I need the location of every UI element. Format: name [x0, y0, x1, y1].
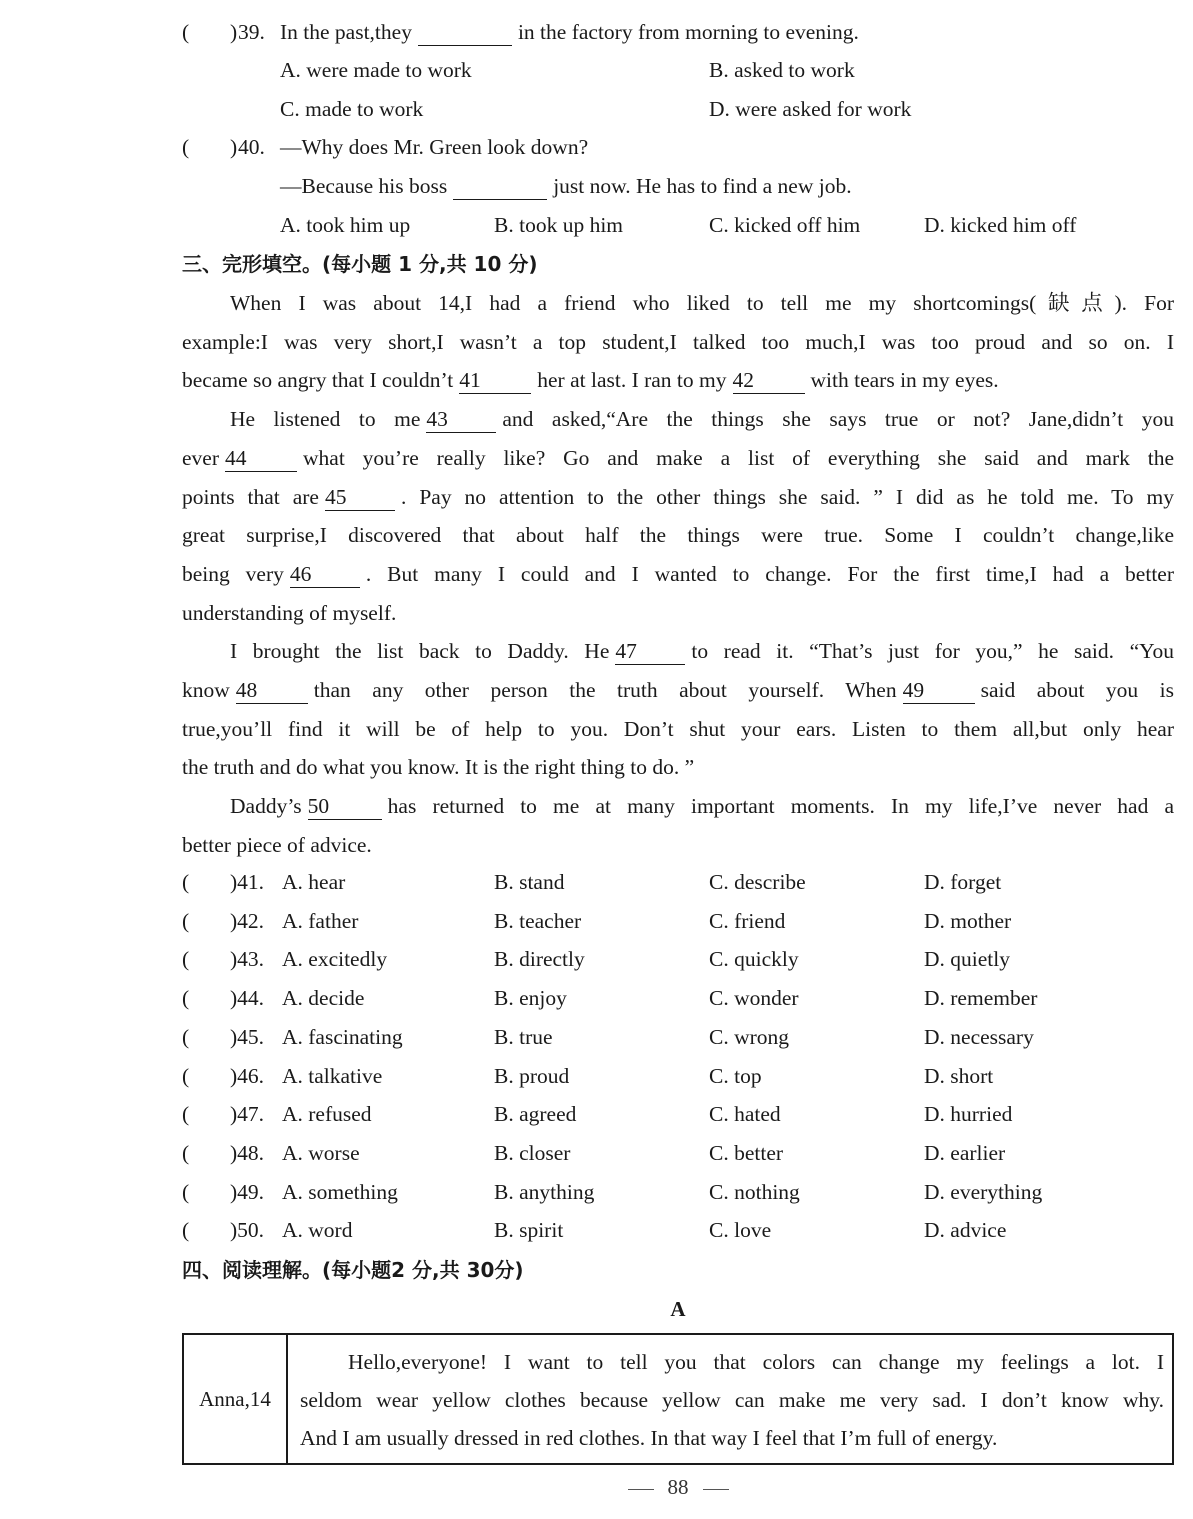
cloze-blank-45[interactable]: 45: [325, 484, 395, 511]
cloze-blank-44[interactable]: 44: [225, 445, 297, 472]
speaker-name: Anna,14: [183, 1334, 287, 1464]
choice-row: [182, 1057, 1174, 1095]
option-d[interactable]: D. necessary: [924, 1024, 1034, 1049]
choice-row: [182, 1134, 1174, 1172]
answer-paren[interactable]: (: [182, 986, 190, 1011]
answer-paren[interactable]: (: [182, 908, 190, 933]
section-4-heading: 四、阅读理解。(每小题2 分,共 30分): [182, 1258, 524, 1282]
answer-paren[interactable]: (: [182, 1179, 190, 1204]
option-b[interactable]: B. agreed: [494, 1102, 577, 1127]
choice-row: [182, 863, 1174, 901]
answer-blank[interactable]: [418, 19, 512, 46]
option-d[interactable]: D. short: [924, 1063, 994, 1088]
option-b[interactable]: B. asked to work: [709, 58, 855, 82]
option-b[interactable]: B. closer: [494, 1140, 571, 1165]
option-d[interactable]: D. mother: [924, 908, 1012, 933]
choice-row: [182, 1173, 1174, 1211]
option-d[interactable]: D. hurried: [924, 1102, 1013, 1127]
answer-paren[interactable]: (: [182, 1063, 190, 1088]
option-c[interactable]: C. top: [709, 1063, 762, 1088]
option-a[interactable]: A. were made to work: [280, 58, 472, 82]
choice-row: [182, 979, 1174, 1017]
answer-paren[interactable]: (: [182, 1140, 190, 1165]
option-d[interactable]: D. were asked for work: [709, 97, 912, 121]
option-a[interactable]: A. talkative: [282, 1063, 383, 1088]
cloze-blank-48[interactable]: 48: [236, 677, 308, 704]
option-c[interactable]: C. made to work: [280, 97, 424, 121]
option-d[interactable]: D. kicked him off: [924, 213, 1077, 237]
option-b[interactable]: B. true: [494, 1024, 553, 1049]
option-b[interactable]: B. took up him: [494, 213, 624, 237]
reading-a-table: [182, 1333, 1174, 1465]
question-number: )48.: [230, 1140, 265, 1165]
option-b[interactable]: B. teacher: [494, 908, 582, 933]
answer-paren[interactable]: (: [182, 1218, 190, 1243]
cloze-passage: When I was about 14,I had a friend who liked to tell me my shortcomings(缺点). For example:I was very short,I wasn’t a top student,I talked too much,I was too proud and so on. I became so angry that I couldn’t 41 her at last. I ran to my 42 with tears in my eyes. He listened to me 43 and asked,“Are the things she says true or not? Jane,didn’t you ever 44 what you’re really like? Go and make a list of everything she said and mark the points that are 45 . Pay no attention to the other things she said. ” I did as he told me. To my great surprise,I discovered that about half the things were true. Some I couldn’t change,like being very 46 . But many I could and I wanted to change. For the first time,I had a better understanding of myself. I brought the list back to Daddy. He 47 to read it. “That’s just for you,” he said. “You know 48 than any other person the truth about yourself. When 49 said about you is true,you’ll find it will be of help to you. Don’t shut your ears. Listen to them all,but only hear the truth and do what you know. It is the right thing to do. ” Daddy’s 50 has returned to me at many important moments. In my life,I’ve never had a better piece of advice.: [182, 291, 1175, 857]
option-a[interactable]: A. decide: [282, 986, 365, 1011]
option-c[interactable]: C. kicked off him: [709, 213, 861, 237]
option-c[interactable]: C. love: [709, 1218, 772, 1243]
question-40-options: [182, 206, 1174, 244]
option-a[interactable]: A. took him up: [280, 213, 411, 237]
option-d[interactable]: D. quietly: [924, 947, 1010, 972]
answer-paren[interactable]: (: [182, 1102, 190, 1127]
question-40-stem: ( ) 40. —Why does Mr. Green look down?: [182, 128, 1174, 166]
question-39-options-row1: [182, 51, 1174, 89]
question-number: )42.: [230, 908, 265, 933]
option-c[interactable]: C. wonder: [709, 986, 799, 1011]
option-a[interactable]: A. fascinating: [282, 1024, 403, 1049]
cloze-blank-49[interactable]: 49: [903, 677, 975, 704]
answer-paren[interactable]: (: [182, 947, 190, 972]
option-c[interactable]: C. quickly: [709, 947, 799, 972]
option-b[interactable]: B. enjoy: [494, 986, 567, 1011]
question-number: )47.: [230, 1102, 265, 1127]
option-d[interactable]: D. remember: [924, 986, 1038, 1011]
option-c[interactable]: C. describe: [709, 870, 806, 894]
option-a[interactable]: A. refused: [282, 1102, 372, 1127]
question-number: )45.: [230, 1024, 265, 1049]
section-3-heading: 三、完形填空。(每小题 1 分,共 10 分): [182, 252, 538, 276]
question-number: )41.: [230, 870, 265, 894]
option-b[interactable]: B. stand: [494, 870, 565, 894]
choice-row: [182, 902, 1174, 940]
option-c[interactable]: C. wrong: [709, 1024, 790, 1049]
cloze-blank-41[interactable]: 41: [459, 367, 531, 394]
answer-paren[interactable]: (: [182, 1024, 190, 1049]
question-number: 39.: [238, 20, 265, 44]
option-a[interactable]: A. excitedly: [282, 947, 388, 972]
cloze-blank-50[interactable]: 50: [308, 793, 382, 820]
choice-row: [182, 940, 1174, 978]
option-d[interactable]: D. earlier: [924, 1140, 1006, 1165]
answer-paren[interactable]: (: [182, 870, 190, 894]
option-b[interactable]: B. directly: [494, 947, 585, 972]
footer-dash: [703, 1489, 729, 1490]
question-number: 40.: [238, 135, 265, 159]
option-d[interactable]: D. everything: [924, 1179, 1043, 1204]
speaker-text: Hello,everyone! I want to tell you that colors can change my feelings a lot. I seldom wear yellow clothes because yellow can make me very sad. I don’t know why. And I am usually dressed in red clothes. In that way I feel that I’m full of energy.: [287, 1334, 1173, 1464]
option-d[interactable]: D. advice: [924, 1218, 1007, 1243]
footer-dash: [628, 1489, 654, 1490]
page-number: 88: [667, 1475, 689, 1499]
option-d[interactable]: D. forget: [924, 870, 1002, 894]
question-number: )44.: [230, 986, 265, 1011]
option-b[interactable]: B. proud: [494, 1063, 570, 1088]
option-b[interactable]: B. spirit: [494, 1218, 564, 1243]
question-number: )46.: [230, 1063, 265, 1088]
option-a[interactable]: A. word: [282, 1218, 353, 1243]
option-c[interactable]: C. better: [709, 1140, 784, 1165]
option-c[interactable]: C. friend: [709, 908, 786, 933]
option-a[interactable]: A. hear: [282, 870, 346, 894]
question-number: )49.: [230, 1179, 265, 1204]
option-b[interactable]: B. anything: [494, 1179, 595, 1204]
question-39-stem: ( ) 39. In the past,they in the factory from morning to evening.: [182, 13, 1174, 51]
option-c[interactable]: C. nothing: [709, 1179, 800, 1204]
choice-row: [182, 1211, 1174, 1249]
answer-blank[interactable]: [453, 173, 547, 200]
question-40-response: —Because his boss just now. He has to find a new job.: [280, 174, 852, 198]
option-a[interactable]: A. worse: [282, 1140, 360, 1165]
page-footer: [182, 1475, 1174, 1500]
option-a[interactable]: A. father: [282, 908, 359, 933]
cloze-blank-46[interactable]: 46: [290, 561, 360, 588]
question-number: )43.: [230, 947, 265, 972]
cloze-blank-47[interactable]: 47: [615, 638, 685, 665]
option-a[interactable]: A. something: [282, 1179, 398, 1204]
cloze-blank-43[interactable]: 43: [426, 406, 496, 433]
choice-row: [182, 1018, 1174, 1056]
question-number: )50.: [230, 1218, 265, 1243]
option-c[interactable]: C. hated: [709, 1102, 781, 1127]
reading-part-label: A: [670, 1297, 686, 1321]
question-39-options-row2: [182, 90, 1174, 128]
cloze-blank-42[interactable]: 42: [733, 367, 805, 394]
choice-row: [182, 1095, 1174, 1133]
